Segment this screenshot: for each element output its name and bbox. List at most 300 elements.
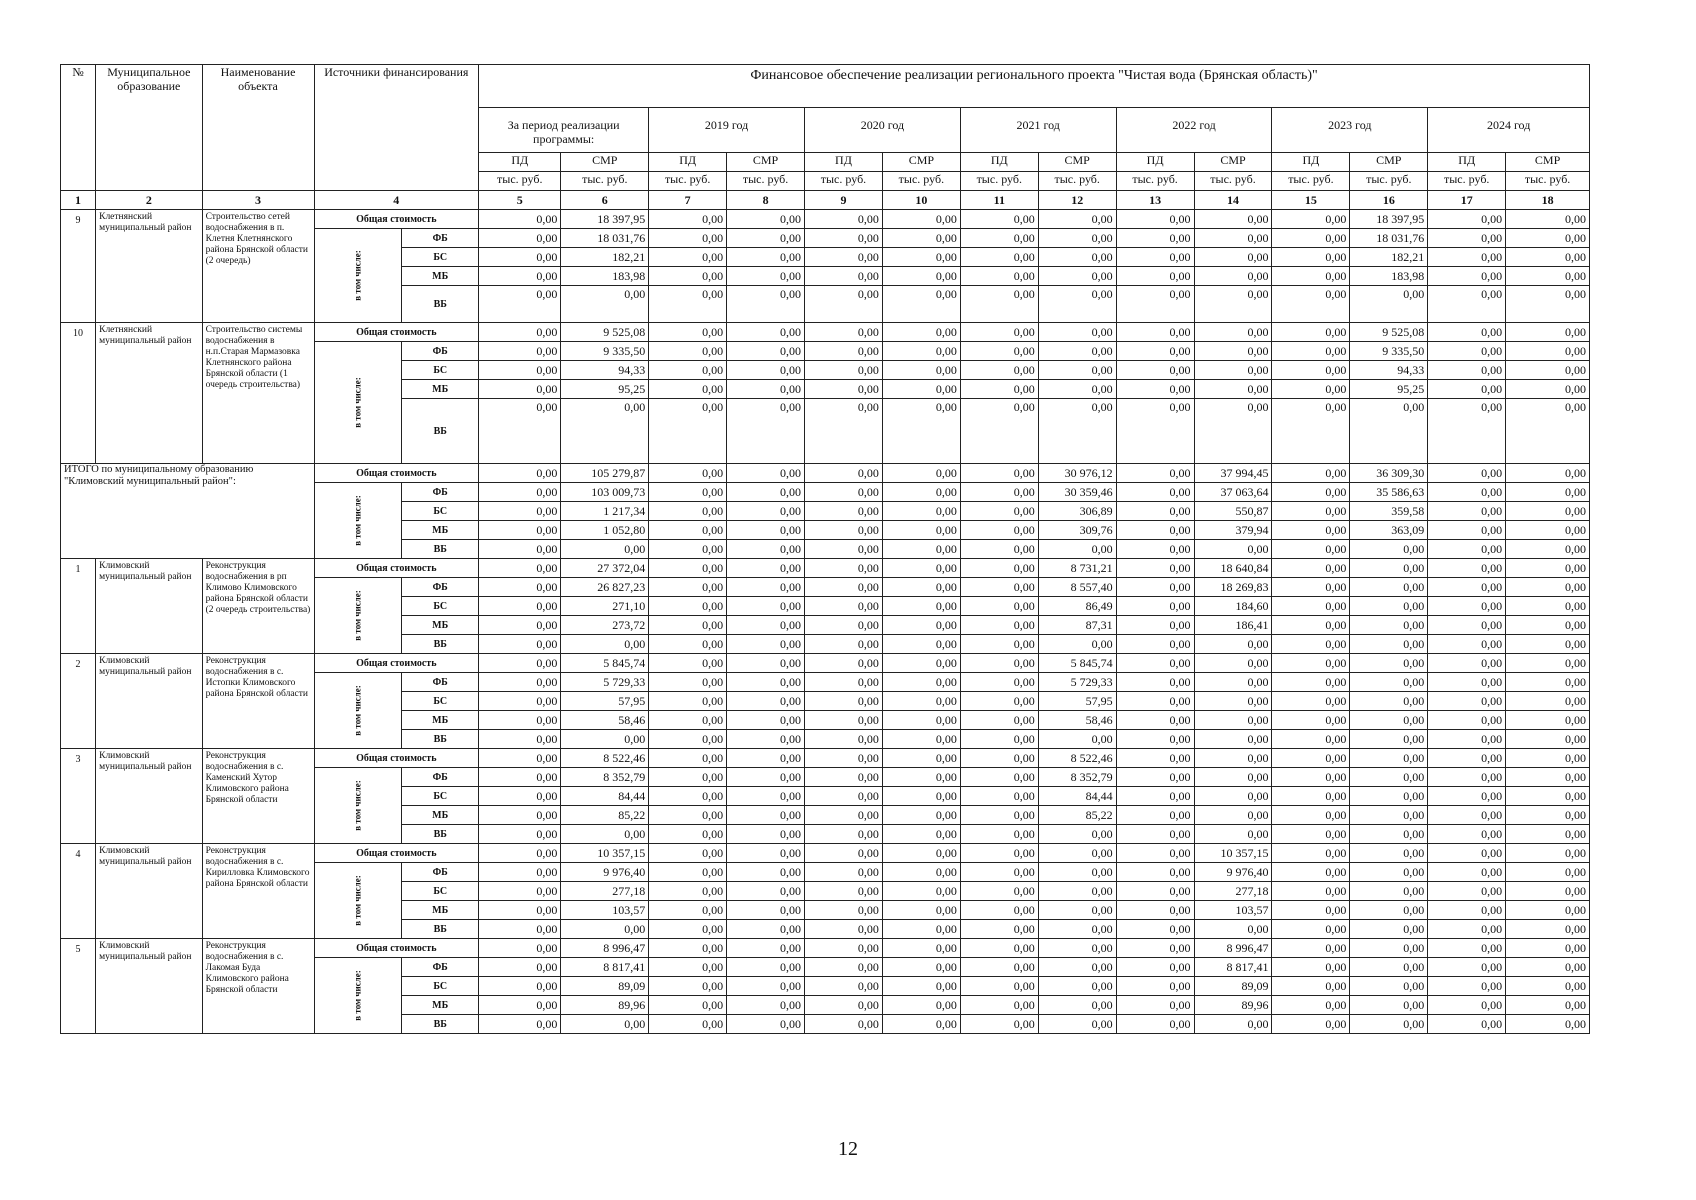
value-cell: 0,00	[649, 844, 727, 863]
source-vb-label: ВБ	[402, 399, 479, 464]
value-cell: 0,00	[649, 882, 727, 901]
value-cell: 0,00	[960, 616, 1038, 635]
value-cell: 0,00	[882, 787, 960, 806]
value-cell: 0,00	[479, 483, 561, 502]
value-cell: 0,00	[882, 1015, 960, 1034]
value-cell: 0,00	[1272, 559, 1350, 578]
value-cell: 94,33	[561, 361, 649, 380]
value-cell: 0,00	[649, 920, 727, 939]
column-number: 3	[202, 191, 314, 210]
header-smr: СМР	[882, 153, 960, 172]
value-cell: 0,00	[727, 342, 805, 361]
source-vb-label: ВБ	[402, 635, 479, 654]
value-cell: 0,00	[1272, 286, 1350, 323]
value-cell: 1 217,34	[561, 502, 649, 521]
value-cell: 0,00	[727, 825, 805, 844]
value-cell: 0,00	[960, 806, 1038, 825]
value-cell: 0,00	[882, 901, 960, 920]
value-cell: 0,00	[805, 787, 883, 806]
value-cell: 0,00	[1194, 210, 1272, 229]
source-vb-label: ВБ	[402, 920, 479, 939]
value-cell: 0,00	[1428, 844, 1506, 863]
financing-table	[60, 64, 1590, 1034]
value-cell: 0,00	[1506, 863, 1590, 882]
value-cell: 8 996,47	[1194, 939, 1272, 958]
value-cell: 0,00	[1506, 399, 1590, 464]
object-name: Строительство сетей водоснабжения в п. Клетня Клетнянского района Брянской области (2 очередь)	[202, 210, 314, 323]
value-cell: 0,00	[479, 502, 561, 521]
value-cell: 0,00	[1038, 920, 1116, 939]
value-cell: 0,00	[1194, 711, 1272, 730]
value-cell: 85,22	[1038, 806, 1116, 825]
value-cell: 10 357,15	[561, 844, 649, 863]
value-cell: 0,00	[882, 863, 960, 882]
table-row	[61, 210, 1590, 229]
header-unit: тыс. руб.	[1116, 172, 1194, 191]
value-cell: 0,00	[727, 521, 805, 540]
value-cell: 0,00	[1116, 502, 1194, 521]
total-cost-label: Общая стоимость	[314, 844, 479, 863]
value-cell: 0,00	[805, 342, 883, 361]
value-cell: 0,00	[1194, 540, 1272, 559]
value-cell: 0,00	[960, 749, 1038, 768]
value-cell: 8 557,40	[1038, 578, 1116, 597]
value-cell: 0,00	[1038, 342, 1116, 361]
value-cell: 0,00	[649, 483, 727, 502]
value-cell: 0,00	[1038, 380, 1116, 399]
value-cell: 0,00	[1506, 464, 1590, 483]
object-name: Реконструкция водоснабжения в рп Климово Климовского района Брянской области (2 очередь строительства)	[202, 559, 314, 654]
value-cell: 0,00	[479, 229, 561, 248]
value-cell: 0,00	[1428, 996, 1506, 1015]
value-cell: 8 731,21	[1038, 559, 1116, 578]
value-cell: 0,00	[1116, 286, 1194, 323]
value-cell: 0,00	[805, 635, 883, 654]
value-cell: 0,00	[960, 521, 1038, 540]
value-cell: 0,00	[727, 464, 805, 483]
value-cell: 0,00	[1194, 380, 1272, 399]
value-cell: 0,00	[1194, 673, 1272, 692]
value-cell: 0,00	[649, 806, 727, 825]
value-cell: 0,00	[960, 958, 1038, 977]
value-cell: 0,00	[561, 635, 649, 654]
value-cell: 0,00	[1038, 210, 1116, 229]
value-cell: 0,00	[727, 654, 805, 673]
value-cell: 0,00	[1506, 210, 1590, 229]
value-cell: 9 335,50	[1350, 342, 1428, 361]
value-cell: 0,00	[1506, 616, 1590, 635]
value-cell: 30 976,12	[1038, 464, 1116, 483]
value-cell: 0,00	[1506, 939, 1590, 958]
value-cell: 0,00	[1350, 616, 1428, 635]
value-cell: 0,00	[479, 768, 561, 787]
value-cell: 0,00	[479, 749, 561, 768]
value-cell: 0,00	[960, 787, 1038, 806]
header-smr: СМР	[561, 153, 649, 172]
itogo-label: ИТОГО по муниципальному образованию "Климовский муниципальный район":	[61, 464, 315, 559]
value-cell: 0,00	[805, 882, 883, 901]
value-cell: 0,00	[727, 229, 805, 248]
value-cell: 0,00	[1428, 692, 1506, 711]
value-cell: 0,00	[805, 939, 883, 958]
value-cell: 0,00	[960, 464, 1038, 483]
value-cell: 0,00	[1194, 1015, 1272, 1034]
value-cell: 0,00	[1116, 825, 1194, 844]
column-number: 1	[61, 191, 96, 210]
value-cell: 0,00	[1272, 996, 1350, 1015]
value-cell: 0,00	[1350, 540, 1428, 559]
value-cell: 0,00	[649, 342, 727, 361]
value-cell: 0,00	[882, 635, 960, 654]
source-mb-label: МБ	[402, 521, 479, 540]
value-cell: 0,00	[1116, 616, 1194, 635]
value-cell: 0,00	[649, 1015, 727, 1034]
value-cell: 0,00	[1350, 844, 1428, 863]
value-cell: 0,00	[1272, 958, 1350, 977]
value-cell: 0,00	[1428, 323, 1506, 342]
value-cell: 0,00	[727, 248, 805, 267]
value-cell: 0,00	[1506, 361, 1590, 380]
value-cell: 0,00	[1350, 787, 1428, 806]
header-pd: ПД	[649, 153, 727, 172]
header-unit: тыс. руб.	[1272, 172, 1350, 191]
value-cell: 0,00	[805, 920, 883, 939]
value-cell: 0,00	[1272, 361, 1350, 380]
total-cost-label: Общая стоимость	[314, 939, 479, 958]
value-cell: 0,00	[1350, 654, 1428, 673]
value-cell: 103 009,73	[561, 483, 649, 502]
value-cell: 0,00	[1506, 597, 1590, 616]
value-cell: 0,00	[1506, 825, 1590, 844]
row-number: 3	[61, 749, 96, 844]
value-cell: 0,00	[1038, 361, 1116, 380]
value-cell: 0,00	[1506, 502, 1590, 521]
value-cell: 0,00	[1428, 521, 1506, 540]
header-pd: ПД	[1116, 153, 1194, 172]
value-cell: 0,00	[1116, 806, 1194, 825]
value-cell: 182,21	[561, 248, 649, 267]
value-cell: 0,00	[649, 399, 727, 464]
object-name: Реконструкция водоснабжения в с. Лакомая Буда Климовского района Брянской области	[202, 939, 314, 1034]
total-cost-label: Общая стоимость	[314, 323, 479, 342]
header-unit: тыс. руб.	[882, 172, 960, 191]
value-cell: 0,00	[960, 380, 1038, 399]
value-cell: 0,00	[479, 521, 561, 540]
value-cell: 0,00	[727, 635, 805, 654]
value-cell: 0,00	[1272, 711, 1350, 730]
value-cell: 0,00	[479, 616, 561, 635]
value-cell: 0,00	[960, 540, 1038, 559]
value-cell: 0,00	[1272, 692, 1350, 711]
value-cell: 0,00	[960, 248, 1038, 267]
value-cell: 0,00	[1116, 635, 1194, 654]
value-cell: 0,00	[1272, 342, 1350, 361]
row-number: 1	[61, 559, 96, 654]
header-unit: тыс. руб.	[960, 172, 1038, 191]
value-cell: 0,00	[649, 616, 727, 635]
value-cell: 379,94	[1194, 521, 1272, 540]
header-object: Наименование объекта	[202, 65, 314, 191]
value-cell: 0,00	[479, 901, 561, 920]
value-cell: 8 352,79	[561, 768, 649, 787]
value-cell: 35 586,63	[1350, 483, 1428, 502]
value-cell: 0,00	[1116, 730, 1194, 749]
header-unit: тыс. руб.	[561, 172, 649, 191]
source-fb-label: ФБ	[402, 863, 479, 882]
source-mb-label: МБ	[402, 806, 479, 825]
value-cell: 0,00	[1272, 768, 1350, 787]
value-cell: 0,00	[1116, 654, 1194, 673]
value-cell: 0,00	[479, 559, 561, 578]
value-cell: 0,00	[649, 654, 727, 673]
municipality-name: Клетнянский муниципальный район	[96, 323, 202, 464]
header-pd: ПД	[805, 153, 883, 172]
value-cell: 0,00	[960, 844, 1038, 863]
value-cell: 0,00	[727, 323, 805, 342]
value-cell: 0,00	[960, 825, 1038, 844]
value-cell: 0,00	[1428, 361, 1506, 380]
value-cell: 0,00	[805, 248, 883, 267]
value-cell: 0,00	[1506, 768, 1590, 787]
value-cell: 0,00	[1350, 673, 1428, 692]
value-cell: 0,00	[1506, 977, 1590, 996]
value-cell: 0,00	[882, 939, 960, 958]
value-cell: 0,00	[1116, 711, 1194, 730]
value-cell: 0,00	[805, 502, 883, 521]
total-cost-label: Общая стоимость	[314, 210, 479, 229]
value-cell: 0,00	[1194, 248, 1272, 267]
value-cell: 0,00	[1116, 323, 1194, 342]
value-cell: 0,00	[1116, 939, 1194, 958]
value-cell: 0,00	[1350, 597, 1428, 616]
value-cell: 9 976,40	[561, 863, 649, 882]
value-cell: 0,00	[960, 711, 1038, 730]
incl-label-text: в том числе:	[352, 495, 363, 546]
value-cell: 1 052,80	[561, 521, 649, 540]
value-cell: 5 845,74	[1038, 654, 1116, 673]
incl-label	[314, 958, 402, 1034]
header-year-2023: 2023 год	[1272, 108, 1428, 153]
header-pd: ПД	[479, 153, 561, 172]
column-numbers-row	[61, 191, 1590, 210]
value-cell: 0,00	[882, 844, 960, 863]
value-cell: 182,21	[1350, 248, 1428, 267]
row-number: 5	[61, 939, 96, 1034]
value-cell: 18 397,95	[1350, 210, 1428, 229]
value-cell: 0,00	[1350, 939, 1428, 958]
value-cell: 0,00	[479, 635, 561, 654]
value-cell: 0,00	[805, 825, 883, 844]
value-cell: 0,00	[1272, 540, 1350, 559]
value-cell: 0,00	[805, 540, 883, 559]
value-cell: 0,00	[882, 229, 960, 248]
value-cell: 0,00	[805, 730, 883, 749]
value-cell: 0,00	[1038, 977, 1116, 996]
source-mb-label: МБ	[402, 267, 479, 286]
value-cell: 0,00	[479, 692, 561, 711]
value-cell: 0,00	[1506, 920, 1590, 939]
value-cell: 0,00	[649, 323, 727, 342]
value-cell: 0,00	[882, 286, 960, 323]
value-cell: 18 031,76	[1350, 229, 1428, 248]
municipality-name: Климовский муниципальный район	[96, 844, 202, 939]
value-cell: 0,00	[1428, 578, 1506, 597]
value-cell: 0,00	[1272, 521, 1350, 540]
value-cell: 0,00	[1038, 540, 1116, 559]
incl-label-text: в том числе:	[352, 590, 363, 641]
value-cell: 0,00	[1038, 882, 1116, 901]
value-cell: 0,00	[960, 977, 1038, 996]
source-vb-label: ВБ	[402, 730, 479, 749]
column-number: 11	[960, 191, 1038, 210]
header-project-title: Финансовое обеспечение реализации регионального проекта "Чистая вода (Брянская область)"	[479, 65, 1590, 108]
value-cell: 0,00	[1428, 825, 1506, 844]
municipality-name: Клетнянский муниципальный район	[96, 210, 202, 323]
value-cell: 103,57	[1194, 901, 1272, 920]
value-cell: 0,00	[960, 692, 1038, 711]
value-cell: 0,00	[1272, 825, 1350, 844]
value-cell: 0,00	[727, 863, 805, 882]
value-cell: 183,98	[561, 267, 649, 286]
value-cell: 0,00	[960, 483, 1038, 502]
value-cell: 0,00	[727, 267, 805, 286]
value-cell: 0,00	[649, 502, 727, 521]
value-cell: 0,00	[960, 730, 1038, 749]
value-cell: 0,00	[1038, 958, 1116, 977]
value-cell: 0,00	[727, 806, 805, 825]
incl-label-text: в том числе:	[352, 780, 363, 831]
column-number: 14	[1194, 191, 1272, 210]
row-number: 9	[61, 210, 96, 323]
header-unit: тыс. руб.	[1428, 172, 1506, 191]
value-cell: 0,00	[1116, 229, 1194, 248]
column-number: 8	[727, 191, 805, 210]
column-number: 2	[96, 191, 202, 210]
value-cell: 0,00	[1428, 342, 1506, 361]
incl-label	[314, 578, 402, 654]
header-sources: Источники финансирования	[314, 65, 479, 191]
value-cell: 0,00	[1506, 996, 1590, 1015]
value-cell: 0,00	[479, 323, 561, 342]
value-cell: 0,00	[1428, 654, 1506, 673]
value-cell: 0,00	[649, 286, 727, 323]
header-unit: тыс. руб.	[649, 172, 727, 191]
value-cell: 0,00	[1116, 673, 1194, 692]
value-cell: 0,00	[805, 901, 883, 920]
value-cell: 0,00	[882, 578, 960, 597]
value-cell: 0,00	[1038, 996, 1116, 1015]
source-vb-label: ВБ	[402, 286, 479, 323]
value-cell: 0,00	[649, 267, 727, 286]
value-cell: 0,00	[1116, 380, 1194, 399]
value-cell: 0,00	[1506, 844, 1590, 863]
header-year-2021: 2021 год	[960, 108, 1116, 153]
value-cell: 0,00	[882, 768, 960, 787]
value-cell: 0,00	[727, 749, 805, 768]
value-cell: 0,00	[727, 882, 805, 901]
value-cell: 0,00	[1272, 616, 1350, 635]
value-cell: 186,41	[1194, 616, 1272, 635]
column-number: 4	[314, 191, 479, 210]
value-cell: 0,00	[1272, 939, 1350, 958]
source-bs-label: БС	[402, 692, 479, 711]
value-cell: 0,00	[960, 323, 1038, 342]
value-cell: 0,00	[649, 540, 727, 559]
value-cell: 0,00	[649, 597, 727, 616]
header-unit: тыс. руб.	[727, 172, 805, 191]
value-cell: 0,00	[1272, 749, 1350, 768]
table-row	[61, 844, 1590, 863]
value-cell: 0,00	[805, 806, 883, 825]
value-cell: 0,00	[882, 806, 960, 825]
value-cell: 0,00	[805, 267, 883, 286]
value-cell: 0,00	[1116, 749, 1194, 768]
value-cell: 0,00	[1272, 901, 1350, 920]
value-cell: 0,00	[960, 399, 1038, 464]
value-cell: 0,00	[727, 597, 805, 616]
value-cell: 0,00	[1350, 730, 1428, 749]
value-cell: 0,00	[1194, 825, 1272, 844]
value-cell: 26 827,23	[561, 578, 649, 597]
value-cell: 0,00	[1038, 286, 1116, 323]
incl-label	[314, 342, 402, 464]
value-cell: 0,00	[1116, 483, 1194, 502]
value-cell: 58,46	[1038, 711, 1116, 730]
value-cell: 0,00	[960, 559, 1038, 578]
value-cell: 0,00	[805, 654, 883, 673]
value-cell: 0,00	[1428, 711, 1506, 730]
value-cell: 0,00	[1038, 863, 1116, 882]
value-cell: 0,00	[1428, 977, 1506, 996]
value-cell: 0,00	[727, 901, 805, 920]
value-cell: 0,00	[1428, 597, 1506, 616]
value-cell: 10 357,15	[1194, 844, 1272, 863]
column-number: 7	[649, 191, 727, 210]
table-row	[61, 654, 1590, 673]
value-cell: 0,00	[882, 502, 960, 521]
value-cell: 0,00	[727, 210, 805, 229]
value-cell: 0,00	[882, 540, 960, 559]
value-cell: 0,00	[727, 977, 805, 996]
value-cell: 0,00	[1194, 229, 1272, 248]
incl-label-text: в том числе:	[352, 875, 363, 926]
incl-label	[314, 673, 402, 749]
value-cell: 8 522,46	[1038, 749, 1116, 768]
value-cell: 0,00	[649, 863, 727, 882]
value-cell: 0,00	[1428, 749, 1506, 768]
value-cell: 0,00	[1428, 502, 1506, 521]
value-cell: 0,00	[1428, 286, 1506, 323]
value-cell: 0,00	[1350, 711, 1428, 730]
value-cell: 359,58	[1350, 502, 1428, 521]
column-number: 17	[1428, 191, 1506, 210]
value-cell: 0,00	[1350, 977, 1428, 996]
value-cell: 0,00	[649, 578, 727, 597]
value-cell: 0,00	[561, 540, 649, 559]
value-cell: 0,00	[1272, 210, 1350, 229]
value-cell: 0,00	[561, 399, 649, 464]
value-cell: 0,00	[1194, 342, 1272, 361]
value-cell: 0,00	[882, 597, 960, 616]
value-cell: 0,00	[1350, 996, 1428, 1015]
value-cell: 0,00	[727, 939, 805, 958]
value-cell: 0,00	[882, 977, 960, 996]
value-cell: 0,00	[1272, 673, 1350, 692]
value-cell: 0,00	[649, 692, 727, 711]
value-cell: 84,44	[1038, 787, 1116, 806]
value-cell: 0,00	[727, 540, 805, 559]
value-cell: 0,00	[1194, 654, 1272, 673]
